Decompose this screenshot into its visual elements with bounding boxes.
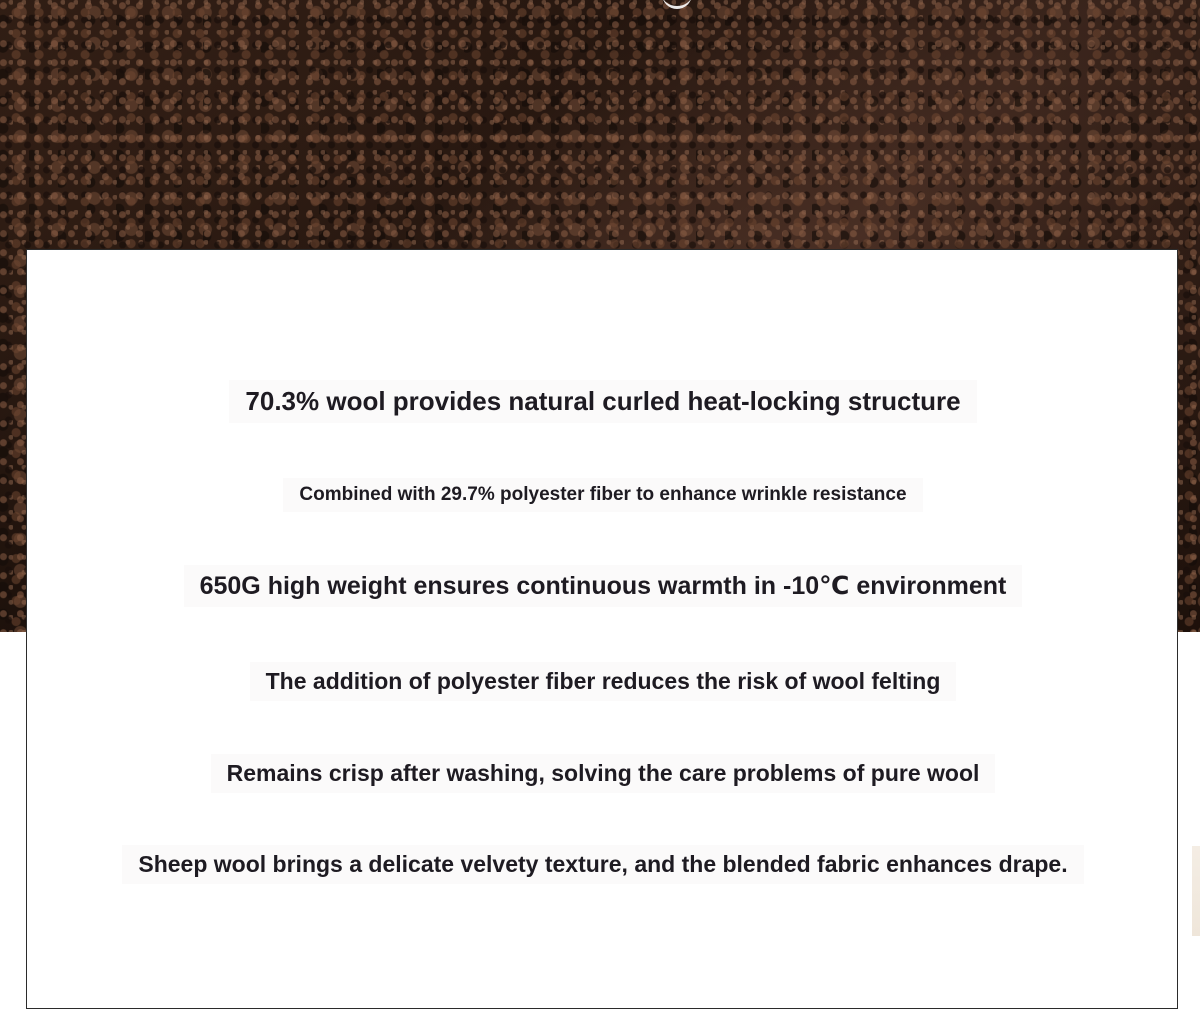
- feature-card: [26, 249, 1178, 1009]
- feature-text: Combined with 29.7% polyester fiber to enhance wrinkle resistance: [283, 478, 922, 512]
- adjacent-image-edge: [1192, 846, 1200, 936]
- feature-text: Sheep wool brings a delicate velvety texture, and the blended fabric enhances drape.: [122, 845, 1083, 884]
- feature-text: 650G high weight ensures continuous warmth in -10℃ environment: [184, 565, 1023, 607]
- feature-line-washing: [27, 754, 1179, 793]
- feature-line-weight-warmth: [27, 565, 1179, 607]
- feature-line-felting: [27, 662, 1179, 701]
- feature-text: The addition of polyester fiber reduces the risk of wool felting: [250, 662, 957, 701]
- feature-line-polyester-blend: [27, 478, 1179, 512]
- feature-line-texture-drape: [27, 845, 1179, 884]
- feature-line-wool-content: [27, 380, 1179, 423]
- feature-text: 70.3% wool provides natural curled heat-locking structure: [229, 380, 976, 423]
- feature-text: Remains crisp after washing, solving the care problems of pure wool: [211, 754, 996, 793]
